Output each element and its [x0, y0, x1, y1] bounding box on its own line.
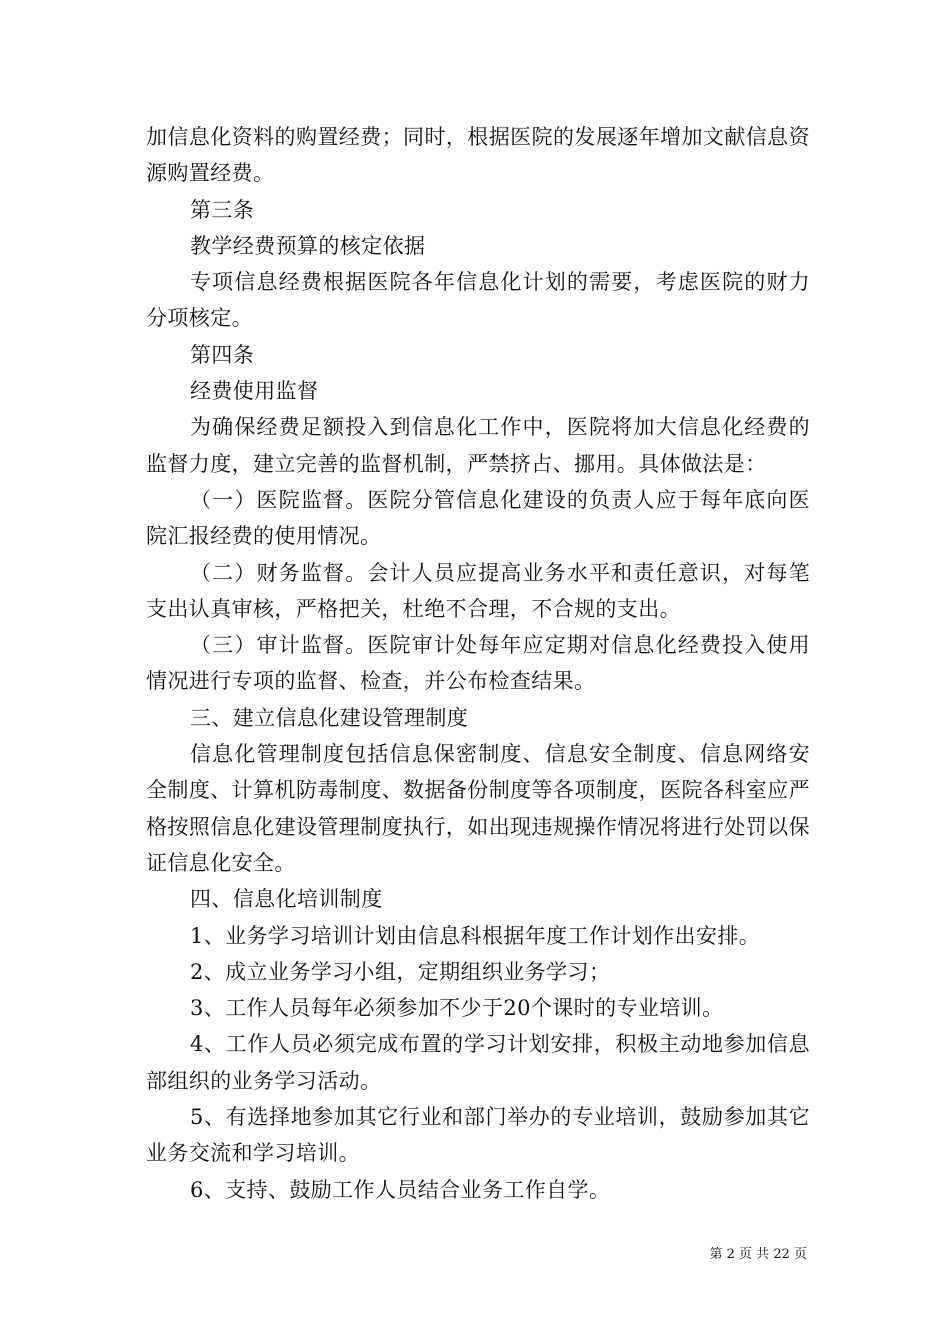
paragraph: 第四条	[190, 342, 255, 367]
paragraph: 专项信息经费根据医院各年信息化计划的需要，考虑医院的财力分项核定。	[146, 270, 810, 331]
paragraph: 1、业务学习培训计划由信息科根据年度工作计划作出安排。	[190, 923, 761, 948]
paragraph: 为确保经费足额投入到信息化工作中，医院将加大信息化经费的监督力度，建立完善的监督机制，严禁挤占、挪用。具体做法是：	[146, 415, 810, 476]
paragraph: 三、建立信息化建设管理制度	[190, 705, 469, 730]
paragraph: 4、工作人员必须完成布置的学习计划安排，积极主动地参加信息部组织的业务学习活动。	[146, 1032, 810, 1093]
paragraph: 6、支持、鼓励工作人员结合业务工作自学。	[190, 1177, 611, 1202]
paragraph: （一）医院监督。医院分管信息化建设的负责人应于每年底向医院汇报经费的使用情况。	[146, 487, 810, 549]
page-number-footer: 第 2 页 共 22 页	[709, 1247, 807, 1262]
paragraph: （三）审计监督。医院审计处每年应定期对信息化经费投入使用情况进行专项的监督、检查，并公布检查结果。	[146, 633, 810, 694]
paragraph: 经费使用监督	[190, 379, 319, 404]
paragraph: （二）财务监督。会计人员应提高业务水平和责任意识，对每笔支出认真审核，严格把关，杜绝不合理，不合规的支出。	[146, 560, 810, 621]
paragraph: 加信息化资料的购置经费；同时，根据医院的发展逐年增加文献信息资源购置经费。	[146, 125, 810, 186]
paragraph: 2、成立业务学习小组，定期组织业务学习；	[190, 959, 611, 984]
paragraph: 3、工作人员每年必须参加不少于20个课时的专业培训。	[190, 996, 724, 1021]
document-body	[146, 119, 810, 1208]
paragraph: 5、有选择地参加其它行业和部门举办的专业培训，鼓励参加其它业务交流和学习培训。	[146, 1105, 810, 1166]
paragraph: 教学经费预算的核定依据	[190, 233, 426, 258]
paragraph: 第三条	[190, 197, 255, 222]
paragraph: 信息化管理制度包括信息保密制度、信息安全制度、信息网络安全制度、计算机防毒制度、数据备份制度等各项制度，医院各科室应严格按照信息化建设管理制度执行，如出现违规操作情况将进行处罚以保证信息化安全。	[146, 742, 810, 875]
paragraph: 四、信息化培训制度	[190, 887, 383, 912]
